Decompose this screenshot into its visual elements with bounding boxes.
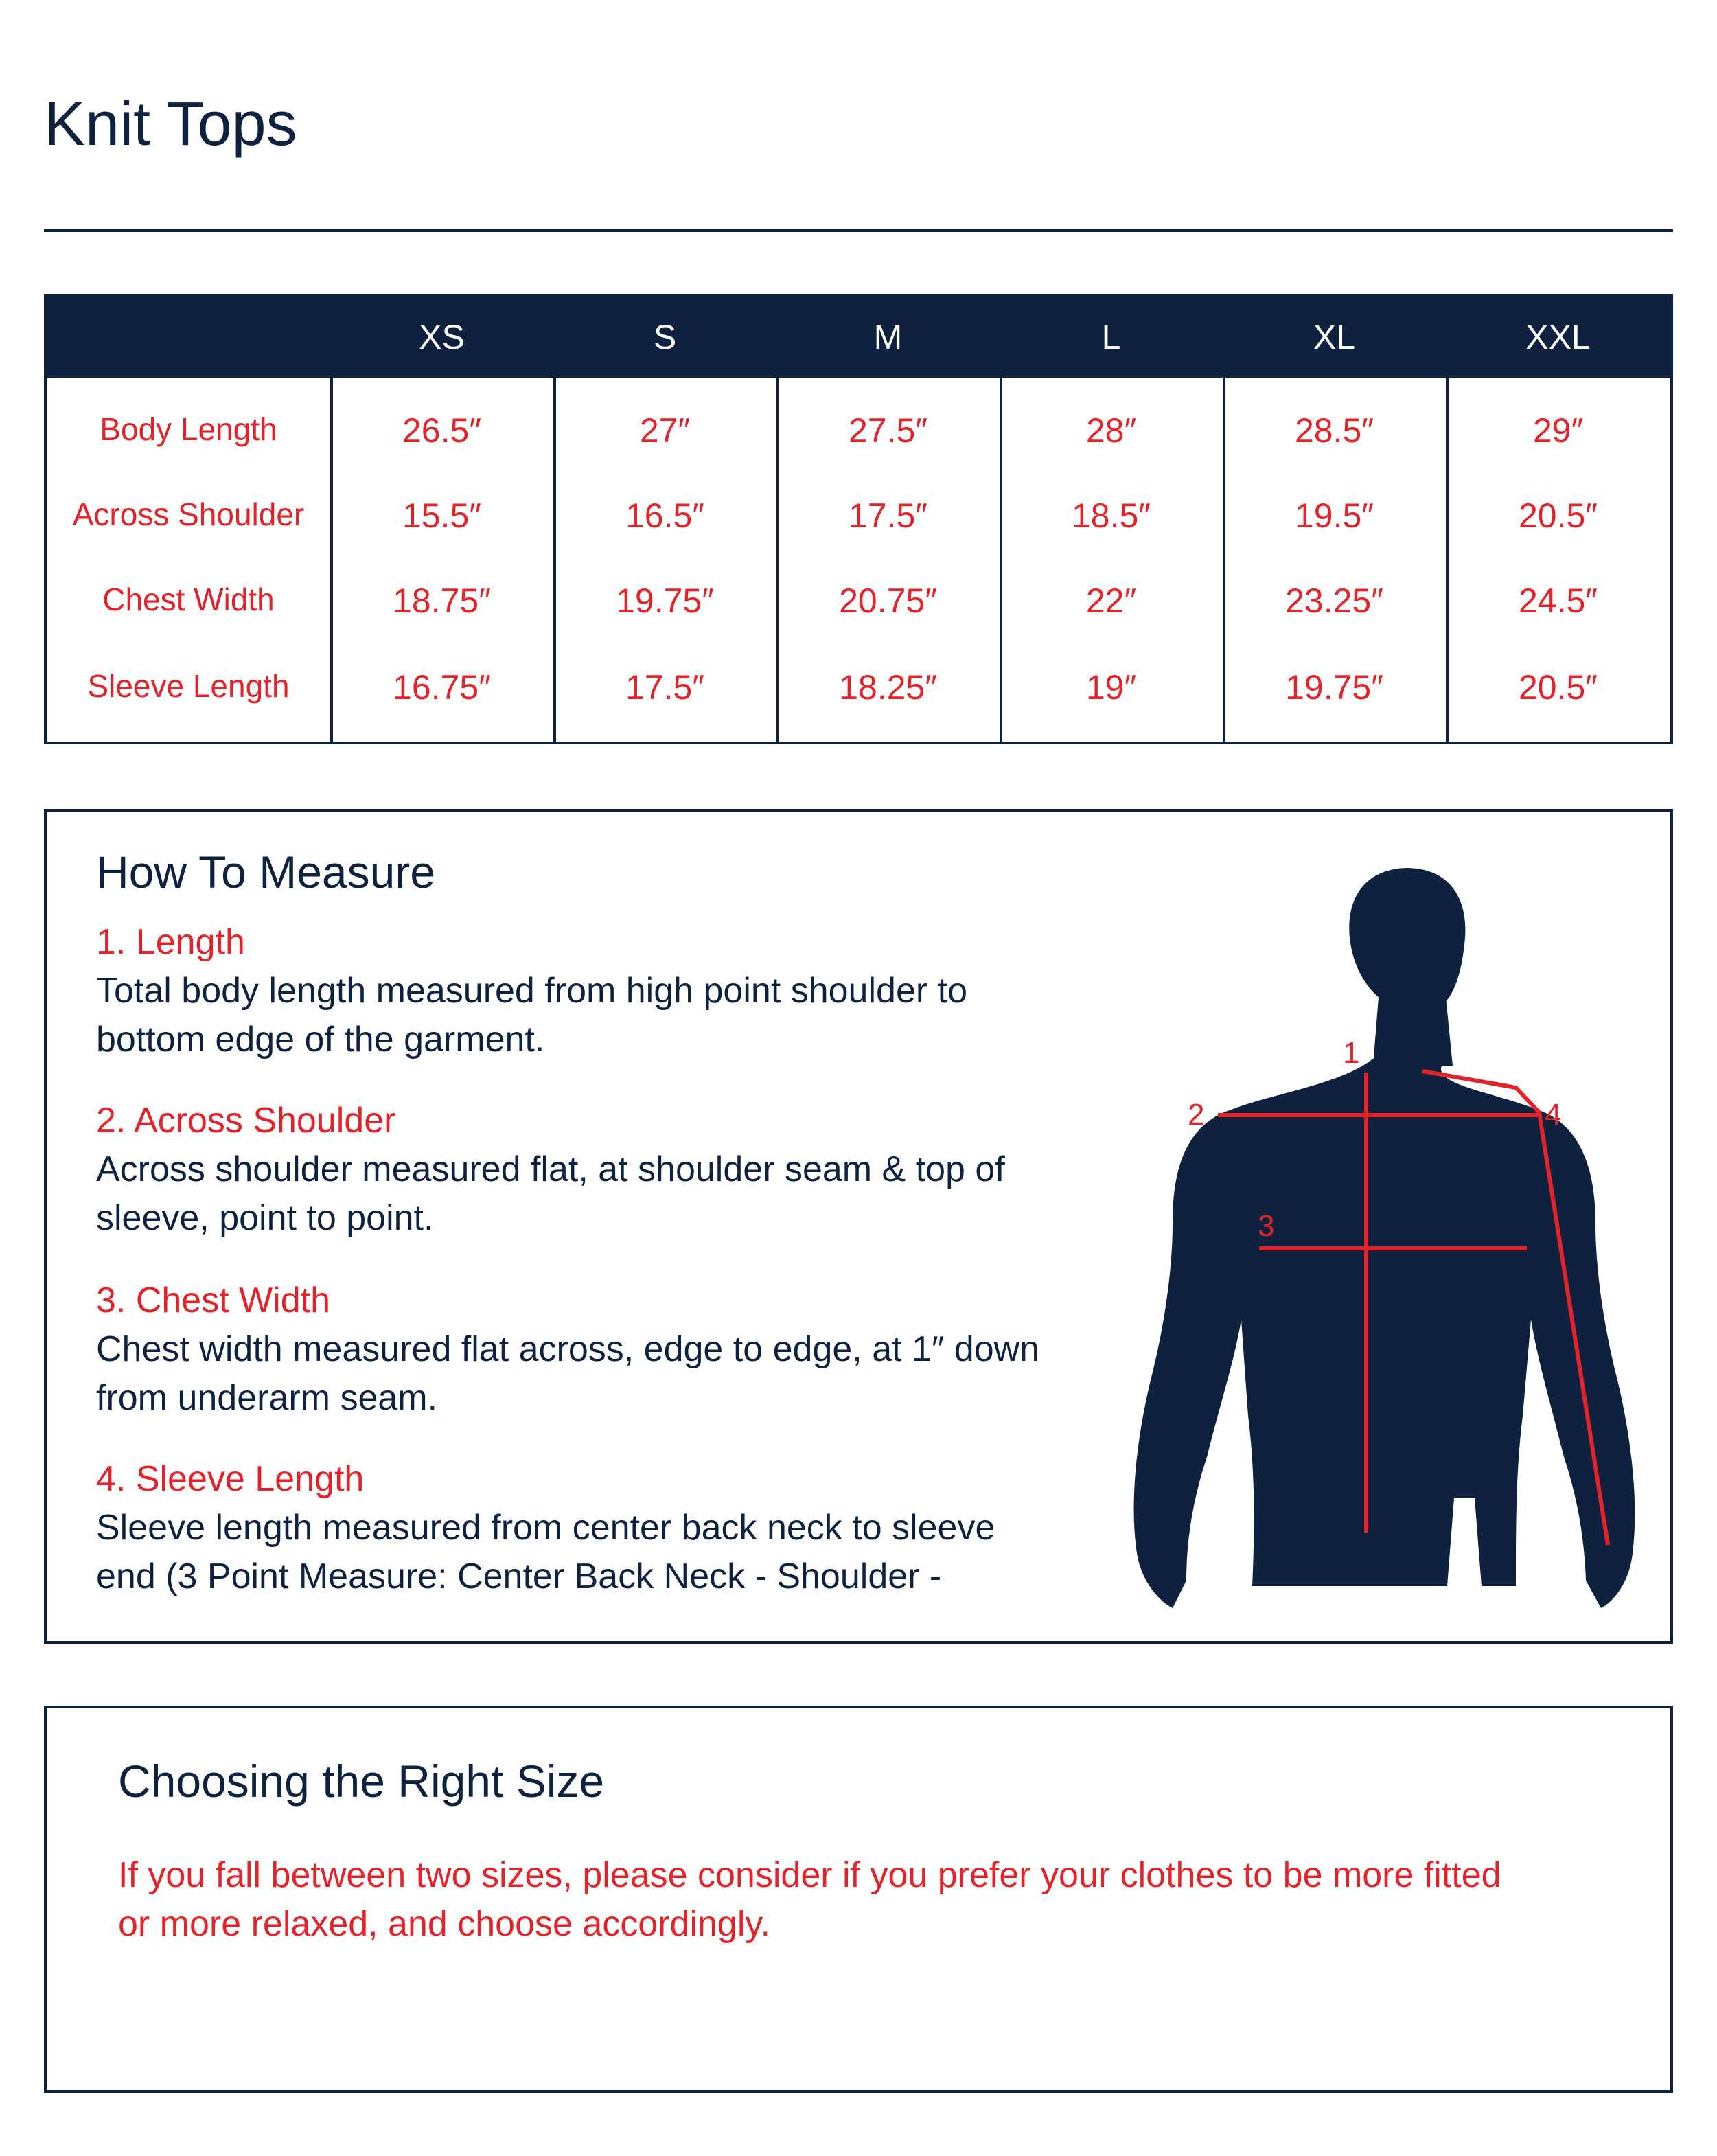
how-to-measure-heading: How To Measure	[96, 847, 436, 897]
step-text-line: Across shoulder measured flat, at shoulder seam & top of	[96, 1149, 1005, 1189]
step-text-line: sleeve, point to point.	[96, 1198, 434, 1238]
choosing-size-panel	[44, 1706, 1673, 2093]
table-cell: 19″	[1085, 668, 1137, 707]
table-cell: 27.5″	[848, 411, 927, 450]
table-cell: 26.5″	[402, 411, 481, 450]
measure-step-sleeve-length	[96, 1454, 1140, 1601]
table-cell: 20.5″	[1518, 496, 1598, 535]
table-cell: 17.5″	[625, 668, 704, 707]
table-cell: 18.75″	[393, 582, 491, 620]
table-cell: 16.75″	[393, 668, 491, 707]
table-cell: 28.5″	[1294, 411, 1374, 450]
step-title: 4. Sleeve Length	[96, 1459, 365, 1499]
table-cell: 19.75″	[1285, 668, 1383, 707]
table-cell: 23.25″	[1285, 582, 1383, 620]
table-cell: 24.5″	[1518, 582, 1598, 620]
size-header-xl: XL	[1313, 318, 1356, 356]
row-label-body-length: Body Length	[100, 411, 277, 447]
step-title: 2. Across Shoulder	[96, 1101, 396, 1140]
table-cell: 20.75″	[839, 582, 937, 620]
table-cell: 18.5″	[1071, 496, 1151, 535]
step-text-line: end (3 Point Measure: Center Back Neck - Shoulder -	[96, 1557, 942, 1596]
measure-step-length	[96, 917, 1140, 1064]
table-cell: 29″	[1532, 411, 1584, 450]
table-cell: 22″	[1085, 582, 1137, 620]
body-measurement-figure	[1131, 839, 1653, 1622]
choosing-text-line: If you fall between two sizes, please consider if you prefer your clothes to be more fitted	[118, 1855, 1501, 1895]
step-text-line: Chest width measured flat across, edge to edge, at 1″ down	[96, 1329, 1040, 1369]
measure-step-across-shoulder	[96, 1096, 1140, 1243]
size-header-xxl: XXL	[1525, 318, 1591, 356]
table-cell: 28″	[1085, 411, 1137, 450]
size-header-row	[47, 297, 1670, 378]
step-title: 1. Length	[96, 922, 245, 962]
title-divider	[44, 229, 1673, 232]
how-to-measure-panel	[44, 809, 1673, 1644]
table-cell: 19.75″	[616, 582, 714, 620]
choosing-size-heading: Choosing the Right Size	[118, 1756, 605, 1807]
step-text-line: Total body length measured from high point shoulder to	[96, 971, 967, 1011]
table-cell: 17.5″	[848, 496, 927, 535]
step-text-line: from underarm seam.	[96, 1378, 438, 1418]
table-cell: 20.5″	[1518, 668, 1598, 707]
row-label-across-shoulder: Across Shoulder	[72, 496, 305, 532]
table-cell: 16.5″	[625, 496, 704, 535]
table-cell: 18.25″	[839, 668, 937, 707]
figure-label-4: 4	[1545, 1098, 1562, 1132]
choosing-text-line: or more relaxed, and choose accordingly.	[118, 1904, 770, 1944]
page-title: Knit Tops	[44, 90, 297, 159]
choosing-size-text	[118, 1851, 1628, 1949]
measure-step-chest-width	[96, 1276, 1140, 1423]
figure-label-3: 3	[1258, 1209, 1275, 1243]
table-cell: 19.5″	[1294, 496, 1374, 535]
size-header-xs: XS	[419, 318, 465, 356]
size-chart-table	[44, 294, 1673, 744]
row-label-sleeve-length: Sleeve Length	[87, 668, 290, 704]
table-cell: 27″	[639, 411, 691, 450]
row-label-chest-width: Chest Width	[102, 582, 275, 617]
table-cell: 15.5″	[402, 496, 481, 535]
size-header-l: L	[1101, 318, 1121, 356]
step-text-line: Sleeve length measured from center back neck to sleeve	[96, 1508, 995, 1548]
step-title: 3. Chest Width	[96, 1281, 331, 1320]
size-header-m: M	[873, 318, 903, 356]
figure-label-1: 1	[1343, 1036, 1360, 1070]
step-text-line: bottom edge of the garment.	[96, 1020, 545, 1059]
size-header-s: S	[653, 318, 677, 356]
figure-label-2: 2	[1188, 1098, 1205, 1132]
